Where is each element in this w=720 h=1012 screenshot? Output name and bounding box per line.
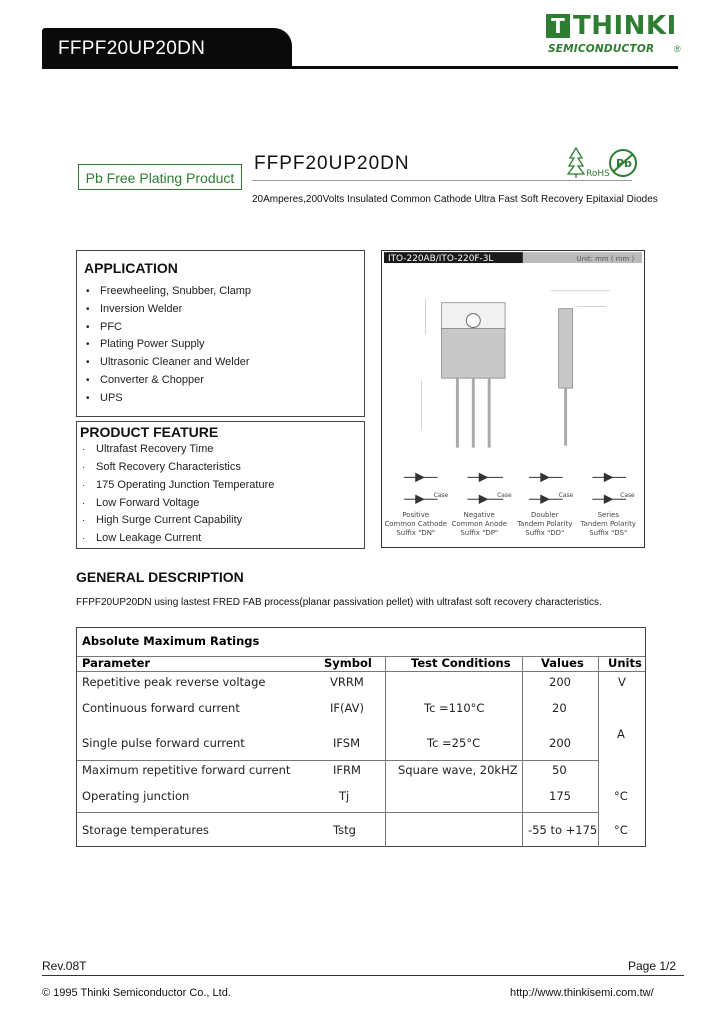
ratings-table-title: Absolute Maximum Ratings: [82, 634, 260, 648]
table-row-symbol: IFSM: [333, 736, 361, 750]
table-row-symbol: Tstg: [333, 823, 356, 837]
table-row-condition: Tc =110°C: [424, 701, 485, 715]
pb-free-badge: Pb Free Plating Product: [78, 164, 242, 190]
suffix-dp-line3: Suffix "DP": [460, 528, 499, 537]
page-number: Page 1/2: [628, 959, 677, 973]
table-row-value: 20: [552, 701, 567, 715]
table-row-symbol: IF(AV): [330, 701, 364, 715]
pb-label: Pb: [616, 157, 632, 170]
table-row-symbol: IFRM: [333, 763, 361, 777]
table-row-condition: Square wave, 20kHZ: [398, 763, 518, 777]
suffix-dn-line2: Common Cathode: [384, 520, 448, 529]
revision-label: Rev.08T: [42, 959, 87, 973]
header-symbol: Symbol: [324, 656, 372, 670]
rohs-label: RoHS: [586, 169, 610, 179]
suffix-dd-line1: Doubler: [531, 511, 559, 520]
thinki-logo: [546, 10, 686, 62]
suffix-dn-line1: Positive: [402, 511, 430, 520]
svg-text:Case: Case: [497, 492, 512, 500]
logo-word: THINKI: [573, 11, 677, 41]
table-row-value: 200: [549, 675, 571, 689]
feature-item: · Ultrafast Recovery Time: [82, 443, 214, 455]
package-drawing: [381, 250, 645, 548]
feature-item: · Low Forward Voltage: [82, 497, 200, 509]
pb-free-icon: [608, 148, 638, 178]
page-subtitle: 20Amperes,200Volts Insulated Common Cathode Ultra Fast Soft Recovery Epitaxial Diodes: [252, 194, 658, 205]
table-row-value: -55 to +175: [528, 823, 598, 837]
header-part-number: FFPF20UP20DN: [58, 38, 206, 59]
application-heading: APPLICATION: [84, 260, 178, 276]
title-rule: [252, 180, 632, 181]
logo-mark: T: [546, 14, 570, 38]
application-item: • Inversion Welder: [86, 303, 183, 315]
header-values: Values: [541, 656, 584, 670]
header-parameter: Parameter: [82, 656, 151, 670]
application-item: • UPS: [86, 392, 123, 404]
suffix-dp-line2: Common Anode: [451, 520, 508, 529]
table-row-condition: Tc =25°C: [427, 736, 481, 750]
table-row-param: Maximum repetitive forward current: [82, 763, 291, 777]
header-rule: [42, 66, 678, 69]
suffix-dd-line2: Tandem Polarity: [517, 520, 573, 529]
application-item: • PFC: [86, 321, 122, 333]
table-row-value: 50: [552, 763, 567, 777]
footer-rule: [42, 975, 684, 976]
header-units: Units: [608, 656, 642, 670]
table-row-unit: V: [618, 675, 626, 689]
table-row-param: Repetitive peak reverse voltage: [82, 675, 266, 689]
application-item: • Ultrasonic Cleaner and Welder: [86, 356, 250, 368]
suffix-dp-line1: Negative: [463, 511, 495, 520]
table-row-symbol: Tj: [339, 789, 350, 803]
package-front-view: [422, 299, 505, 448]
copyright: © 1995 Thinki Semiconductor Co., Ltd.: [42, 987, 231, 999]
feature-heading: PRODUCT FEATURE: [80, 424, 219, 440]
application-item: • Freewheeling, Snubber, Clamp: [86, 285, 252, 297]
table-row-value: 200: [549, 736, 571, 750]
feature-item: · Low Leakage Current: [82, 532, 202, 544]
table-row-param: Continuous forward current: [82, 701, 240, 715]
svg-text:Case: Case: [433, 492, 449, 500]
suffix-dd-line3: Suffix "DD": [525, 528, 565, 537]
table-row-param: Operating junction: [82, 789, 190, 803]
table-row-unit: °C: [614, 823, 628, 837]
table-row-unit: A: [617, 727, 625, 741]
unit-label: Unit: mm ( mm ): [576, 255, 635, 264]
svg-text:Case: Case: [620, 492, 635, 500]
logo-subtitle: SEMICONDUCTOR: [548, 43, 655, 55]
package-label: ITO-220AB/ITO-220F-3L: [387, 254, 494, 265]
svg-text:Case: Case: [558, 492, 574, 500]
table-row-unit: °C: [614, 789, 628, 803]
general-description-text: FFPF20UP20DN using lastest FRED FAB process(planar passivation pellet) with ultrafast soft recovery characteristics.: [76, 597, 602, 608]
general-description-heading: GENERAL DESCRIPTION: [76, 569, 244, 585]
table-row-value: 175: [549, 789, 571, 803]
website-link[interactable]: http://www.thinkisemi.com.tw/: [510, 987, 654, 999]
page-title: FFPF20UP20DN: [254, 153, 410, 174]
feature-item: · Soft Recovery Characteristics: [82, 461, 241, 473]
suffix-ds-line1: Series: [597, 511, 619, 520]
application-item: • Converter & Chopper: [86, 374, 204, 386]
feature-item: · High Surge Current Capability: [82, 514, 243, 526]
suffix-ds-line3: Suffix "DS": [589, 528, 628, 537]
table-row-param: Storage temperatures: [82, 823, 209, 837]
application-item: • Plating Power Supply: [86, 338, 205, 350]
header-test-conditions: Test Conditions: [411, 656, 511, 670]
feature-item: · 175 Operating Junction Temperature: [82, 479, 275, 491]
table-row-symbol: VRRM: [330, 675, 364, 689]
suffix-ds-line2: Tandem Polarity: [580, 520, 636, 529]
table-row-param: Single pulse forward current: [82, 736, 245, 750]
rohs-icon: [566, 146, 612, 180]
package-side-view: [551, 291, 611, 446]
registered-mark: ®: [674, 44, 681, 54]
suffix-dn-line3: Suffix "DN": [396, 528, 436, 537]
